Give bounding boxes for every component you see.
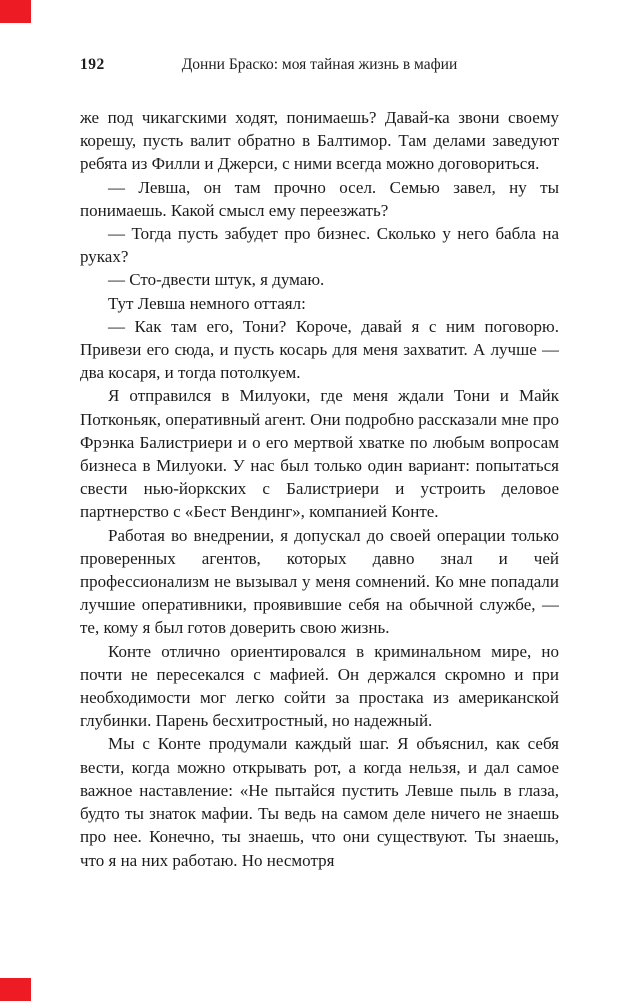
running-title: Донни Браско: моя тайная жизнь в мафии xyxy=(181,56,458,73)
paragraph: Работая во внедрении, я допускал до своей операции только проверенных агентов, которых давно знал и чей профессионализм не вызывал у меня сомнений. Ко мне попадали лучшие оперативники, проявившие себя на обычной службе, — те, кому я был готов доверить свою жизнь. xyxy=(80,525,559,638)
paragraph: Я отправился в Милуоки, где меня ждали Тони и Майк Потконьяк, оперативный агент. Они подробно рассказали мне про Фрэнка Балистриери и о его мертвой хватке по любым вопросам бизнеса в Милуоки. У нас был только один вариант: попытаться свести нью-йоркских с Балистриери и устроить деловое партнерство с «Бест Вендинг», компанией Конте. xyxy=(80,386,559,522)
paragraph: Тут Левша немного оттаял: xyxy=(108,293,306,313)
paragraph: Мы с Конте продумали каждый шаг. Я объяснил, как себя вести, когда можно открывать рот, а когда нельзя, и дал самое важное наставление: «Не пытайся пустить Левше пыль в глаза, будто ты знаток мафии. Ты ведь на самом деле ничего не знаешь про нее. Конечно, ты знаешь, что они существуют. Ты знаешь, что я на них работаю. Но несмотря xyxy=(80,734,559,870)
paragraph: — Сто-двести штук, я думаю. xyxy=(108,270,325,290)
paragraph: — Как там его, Тони? Короче, давай я с ним поговорю. Привези его сюда, и пусть косарь для меня захватит. А лучше — два косаря, и тогда потолкуем. xyxy=(80,316,559,383)
page-number: 192 xyxy=(80,56,105,73)
corner-marker-top xyxy=(0,0,31,23)
paragraph: — Левша, он там прочно осел. Семью завел, ну ты понимаешь. Какой смысл ему переезжать? xyxy=(80,177,559,220)
paragraph: Конте отлично ориентировался в криминальном мире, но почти не пересекался с мафией. Он держался скромно и при необходимости мог легко сойти за простака из американской глубинки. Парень бесхитростный, но надежный. xyxy=(80,641,559,731)
corner-marker-bottom xyxy=(0,978,31,1001)
body-text xyxy=(80,106,559,946)
paragraph: же под чикагскими ходят, понимаешь? Давай-ка звони своему корешу, пусть валит обратно в Балтимор. Там делами заведуют ребята из Филли и Джерси, с ними всегда можно договориться. xyxy=(80,108,559,174)
paragraph: — Тогда пусть забудет про бизнес. Сколько у него бабла на руках? xyxy=(80,224,559,267)
running-head xyxy=(80,54,559,76)
